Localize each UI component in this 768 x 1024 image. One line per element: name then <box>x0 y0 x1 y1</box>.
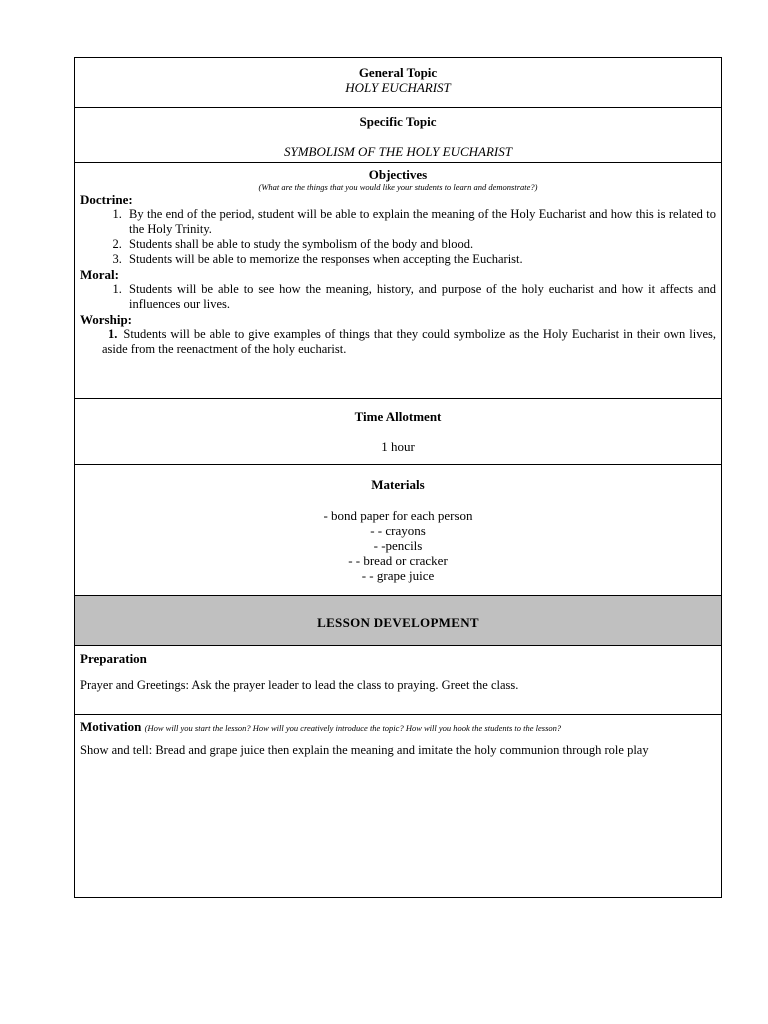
lesson-development-header-cell <box>75 596 722 646</box>
lesson-plan-table <box>74 57 722 898</box>
moral-item: 1. Students will be able to see how the meaning, history, and purpose of the holy eucharist and how it affects and influences our lives. <box>125 282 716 312</box>
motivation-text: Show and tell: Bread and grape juice then explain the meaning and imitate the holy communion through role play <box>80 743 649 757</box>
time-allotment-heading: Time Allotment <box>354 409 442 424</box>
worship-label: Worship: <box>80 312 133 327</box>
materials-item: - - bread or cracker <box>348 553 448 568</box>
materials-item: - - crayons <box>370 523 426 538</box>
materials-heading: Materials <box>371 477 425 492</box>
motivation-prompt: (How will you start the lesson? How will you creatively introduce the topic? How will you hook the students to the lesson? <box>144 723 562 733</box>
time-allotment-cell <box>75 399 722 465</box>
specific-topic-heading: Specific Topic <box>359 114 437 129</box>
moral-list <box>80 282 716 312</box>
preparation-heading: Preparation <box>80 651 147 666</box>
general-topic-cell <box>75 58 722 108</box>
time-allotment-value: 1 hour <box>381 439 415 454</box>
doctrine-list <box>80 207 716 267</box>
motivation-heading-line <box>80 719 716 734</box>
doctrine-item: 1. By the end of the period, student will be able to explain the meaning of the Holy Eucharist and how this is related to the Holy Trinity. <box>125 207 716 237</box>
materials-item: - -pencils <box>373 538 423 553</box>
doctrine-label: Doctrine: <box>80 192 133 207</box>
materials-item: - bond paper for each person <box>323 508 473 523</box>
specific-topic-value: SYMBOLISM OF THE HOLY EUCHARIST <box>284 144 512 159</box>
objectives-subheading: (What are the things that you would like your students to learn and demonstrate?) <box>258 182 538 192</box>
materials-item: - - grape juice <box>361 568 435 583</box>
motivation-cell <box>75 715 722 898</box>
motivation-heading: Motivation <box>80 719 142 734</box>
general-topic-value: HOLY EUCHARIST <box>345 80 451 95</box>
worship-item <box>80 327 716 357</box>
doctrine-item: 2. Students shall be able to study the symbolism of the body and blood. <box>125 237 716 252</box>
preparation-cell <box>75 646 722 715</box>
moral-label: Moral: <box>80 267 119 282</box>
objectives-heading: Objectives <box>368 167 428 182</box>
objectives-cell <box>75 163 722 399</box>
materials-cell <box>75 465 722 596</box>
lesson-development-heading: LESSON DEVELOPMENT <box>317 615 479 630</box>
worship-text: Students will be able to give examples of things that they could symbolize as the Holy Eucharist in their own lives, aside from the reenactment of the holy eucharist. <box>102 327 716 356</box>
worship-number: 1. <box>108 327 118 341</box>
preparation-text: Prayer and Greetings: Ask the prayer leader to lead the class to praying. Greet the class. <box>80 678 519 692</box>
general-topic-heading: General Topic <box>358 65 438 80</box>
specific-topic-cell <box>75 108 722 163</box>
doctrine-item: 3. Students will be able to memorize the responses when accepting the Eucharist. <box>125 252 716 267</box>
